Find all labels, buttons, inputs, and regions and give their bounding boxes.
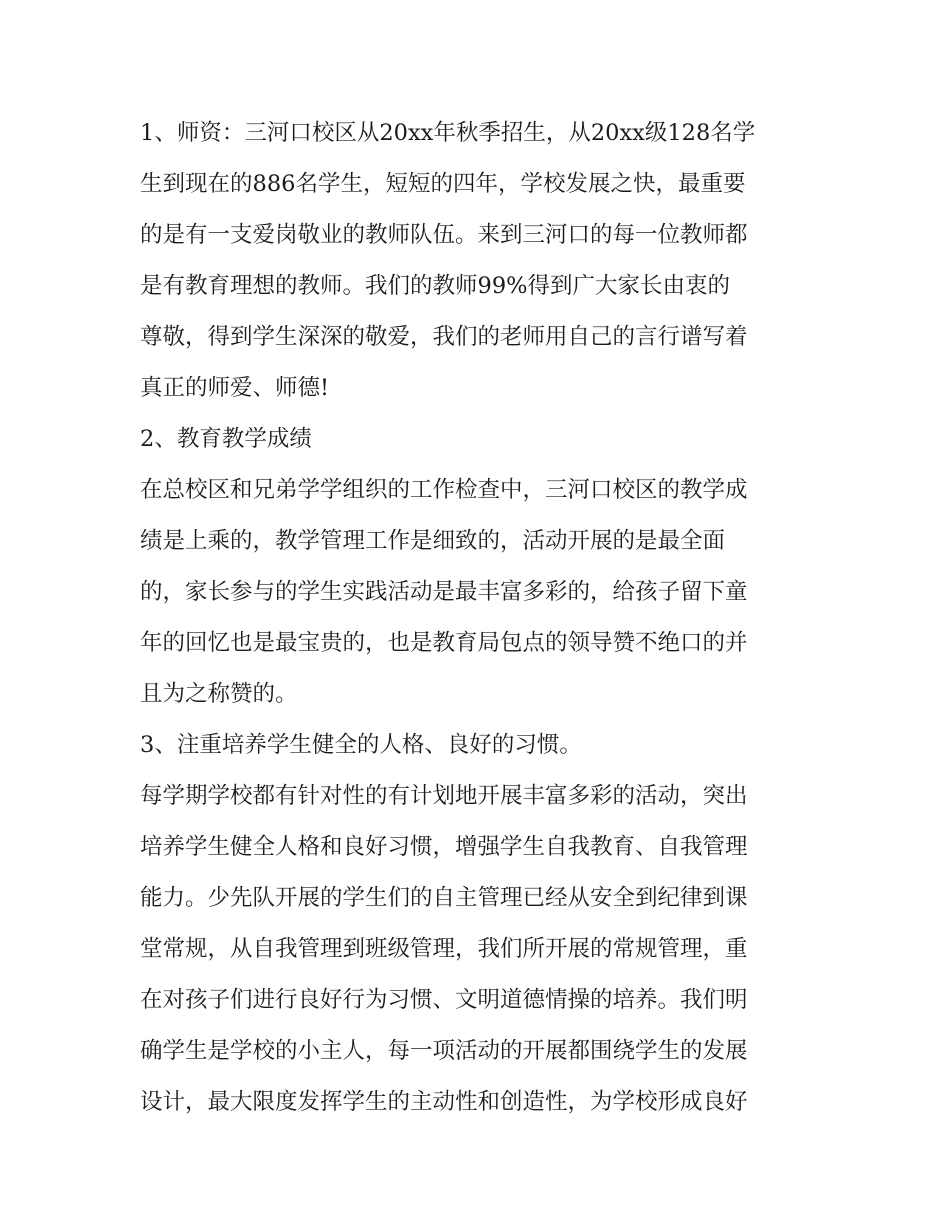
text-line-4: 是有教育理想的教师。我们的教师99%得到广大家长由衷的 bbox=[140, 273, 731, 299]
text-line-17: 堂常规，从自我管理到班级管理，我们所开展的常规管理，重 bbox=[140, 936, 748, 962]
text-line-14: 每学期学校都有针对性的有计划地开展丰富多彩的活动，突出 bbox=[140, 783, 748, 809]
text-line-18: 在对孩子们进行良好行为习惯、文明道德情操的培养。我们明 bbox=[140, 987, 748, 1013]
section-heading-3: 3、注重培养学生健全的人格、良好的习惯。 bbox=[140, 732, 582, 758]
text-line-1: 1、师资：三河口校区从20xx年秋季招生，从20xx级128名学 bbox=[140, 120, 756, 146]
text-line-15: 培养学生健全人格和良好习惯，增强学生自我教育、自我管理 bbox=[140, 834, 748, 860]
text-line-11: 年的回忆也是最宝贵的，也是教育局包点的领导赞不绝口的并 bbox=[140, 630, 748, 656]
text-line-10: 的，家长参与的学生实践活动是最丰富多彩的，给孩子留下童 bbox=[140, 579, 748, 605]
text-line-9: 绩是上乘的，教学管理工作是细致的，活动开展的是最全面 bbox=[140, 528, 726, 554]
text-line-5: 尊敬，得到学生深深的敬爱，我们的老师用自己的言行谱写着 bbox=[140, 324, 748, 350]
text-line-6: 真正的师爱、师德! bbox=[140, 375, 330, 401]
text-line-19: 确学生是学校的小主人，每一项活动的开展都围绕学生的发展 bbox=[140, 1038, 748, 1064]
section-heading-2: 2、教育教学成绩 bbox=[140, 426, 312, 452]
text-line-16: 能力。少先队开展的学生们的自主管理已经从安全到纪律到课 bbox=[140, 885, 748, 911]
text-line-3: 的是有一支爱岗敬业的教师队伍。来到三河口的每一位教师都 bbox=[140, 222, 748, 248]
text-line-12: 且为之称赞的。 bbox=[140, 681, 298, 707]
text-line-8: 在总校区和兄弟学学组织的工作检查中，三河口校区的教学成 bbox=[140, 477, 748, 503]
document-body bbox=[140, 108, 815, 1128]
text-line-20: 设计，最大限度发挥学生的主动性和创造性，为学校形成良好 bbox=[140, 1089, 748, 1115]
text-line-2: 生到现在的886名学生，短短的四年，学校发展之快，最重要 bbox=[140, 171, 746, 197]
